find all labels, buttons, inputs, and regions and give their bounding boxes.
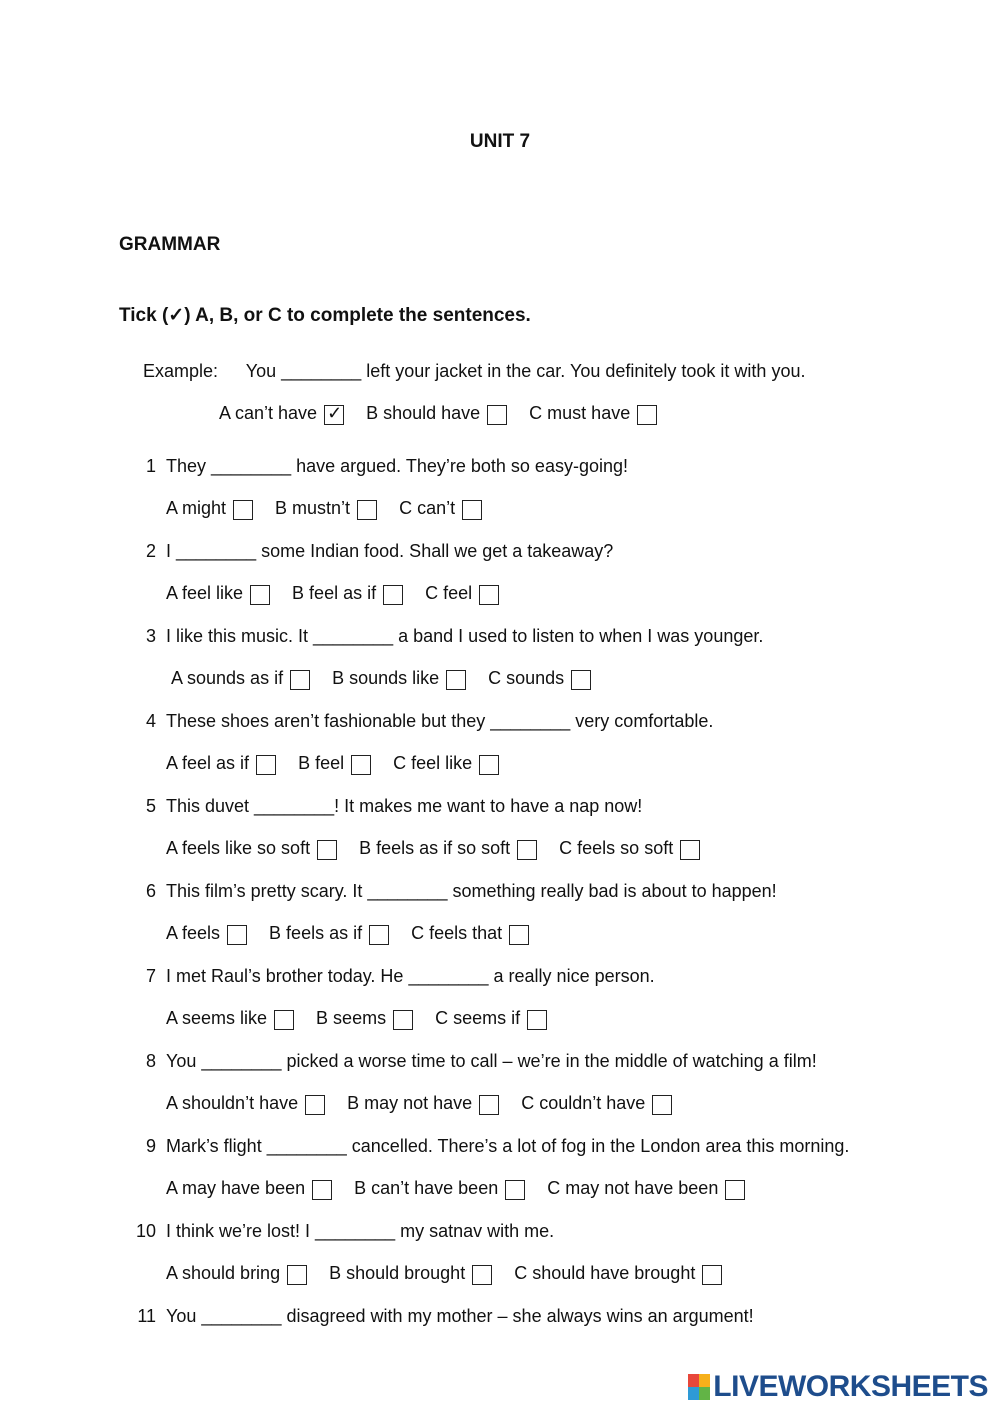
option-label: B should brought [329,1263,466,1283]
option-label: C feel like [393,753,473,773]
question-sentence: This film’s pretty scary. It ________ something really bad is about to happen! [166,881,777,901]
answer-option [166,498,253,519]
question-sentence: This duvet ________! It makes me want to have a nap now! [166,796,643,816]
section-heading: GRAMMAR [119,234,221,255]
answer-checkbox[interactable] [357,500,377,520]
answer-checkbox[interactable] [652,1095,672,1115]
example-label: Example: [143,361,219,381]
answer-checkbox[interactable] [287,1265,307,1285]
question-options [166,583,521,604]
answer-checkbox[interactable] [479,755,499,775]
answer-checkbox[interactable] [479,585,499,605]
question-number: 9 [145,1136,156,1156]
answer-option [166,1178,332,1199]
answer-checkbox[interactable] [472,1265,492,1285]
answer-option [411,923,529,944]
question-sentence: I ________ some Indian food. Shall we get a takeaway? [166,541,614,561]
answer-option [292,583,403,604]
option-label: A seems like [166,1008,268,1028]
question-options [166,838,722,859]
answer-option [399,498,482,519]
answer-checkbox[interactable] [324,405,344,425]
answer-checkbox[interactable] [317,840,337,860]
question-number: 1 [145,456,156,476]
option-label: C can’t [399,498,456,518]
answer-checkbox[interactable] [487,405,507,425]
option-label: C must have [529,403,631,423]
answer-checkbox[interactable] [680,840,700,860]
option-label: C sounds [488,668,565,688]
answer-option [171,668,310,689]
option-label: A sounds as if [171,668,284,688]
example-option [366,403,507,424]
question-options [166,1093,694,1114]
question-number: 11 [137,1306,156,1326]
example-option [529,403,657,424]
option-label: B feels as if so soft [359,838,511,858]
question-sentence-row [134,626,763,647]
answer-option [514,1263,722,1284]
answer-option [166,1093,325,1114]
answer-checkbox[interactable] [250,585,270,605]
example-options [219,403,679,424]
question-sentence-row [134,1136,849,1157]
option-label: C may not have been [547,1178,719,1198]
answer-option [425,583,499,604]
answer-option [393,753,499,774]
question-number: 2 [145,541,156,561]
answer-option [359,838,537,859]
option-label: A feels [166,923,221,943]
option-label: B should have [366,403,481,423]
question-sentence-row [134,1306,754,1327]
question-options [166,923,551,944]
option-label: A feel as if [166,753,250,773]
option-label: A might [166,498,227,518]
option-label: B feel [298,753,345,773]
answer-checkbox[interactable] [227,925,247,945]
answer-checkbox[interactable] [527,1010,547,1030]
question-options [166,1008,569,1029]
option-label: B feels as if [269,923,363,943]
question-options [171,668,613,689]
question-sentence: Mark’s flight ________ cancelled. There’s a lot of fog in the London area this morning. [166,1136,850,1156]
answer-checkbox[interactable] [290,670,310,690]
answer-checkbox[interactable] [517,840,537,860]
answer-checkbox[interactable] [725,1180,745,1200]
option-label: C couldn’t have [521,1093,646,1113]
question-sentence-row [134,541,613,562]
option-label: C feels so soft [559,838,674,858]
answer-checkbox[interactable] [305,1095,325,1115]
question-number: 5 [145,796,156,816]
answer-checkbox[interactable] [351,755,371,775]
answer-checkbox[interactable] [571,670,591,690]
question-number: 6 [145,881,156,901]
example-sentence: You ________ left your jacket in the car. You definitely took it with you. [245,361,806,381]
option-label: C should have brought [514,1263,696,1283]
option-label: C feel [425,583,473,603]
question-number: 4 [145,711,156,731]
option-label: A shouldn’t have [166,1093,299,1113]
option-label: C seems if [435,1008,521,1028]
option-label: B sounds like [332,668,440,688]
answer-checkbox[interactable] [637,405,657,425]
question-number: 8 [145,1051,156,1071]
question-sentence-row [134,456,628,477]
question-number: 3 [145,626,156,646]
answer-option [347,1093,499,1114]
question-options [166,498,504,519]
liveworksheets-logo [688,1370,988,1404]
question-sentence: These shoes aren’t fashionable but they ________ very comfortable. [166,711,714,731]
answer-checkbox[interactable] [369,925,389,945]
option-label: A feels like so soft [166,838,311,858]
page-title: UNIT 7 [469,131,531,152]
option-label: B mustn’t [275,498,351,518]
option-label: A feel like [166,583,244,603]
logo-text: LIVEWORKSHEETS [713,1370,988,1403]
question-sentence-row [134,1221,554,1242]
question-number: 7 [145,966,156,986]
question-sentence-row [134,966,655,987]
answer-checkbox[interactable] [462,500,482,520]
logo-icon [688,1374,710,1400]
question-sentence: They ________ have argued. They’re both so easy-going! [166,456,628,476]
question-number: 10 [135,1221,156,1241]
answer-checkbox[interactable] [274,1010,294,1030]
answer-option [332,668,466,689]
example-option [219,403,344,424]
example-sentence-row [143,361,805,382]
answer-checkbox[interactable] [505,1180,525,1200]
answer-option [298,753,371,774]
question-sentence: You ________ picked a worse time to call – we’re in the middle of watching a film! [166,1051,817,1071]
answer-checkbox[interactable] [393,1010,413,1030]
answer-option [269,923,389,944]
answer-option [435,1008,547,1029]
answer-checkbox[interactable] [479,1095,499,1115]
answer-checkbox[interactable] [509,925,529,945]
answer-option [166,1008,294,1029]
option-label: B can’t have been [354,1178,499,1198]
option-label: B seems [316,1008,387,1028]
answer-checkbox[interactable] [383,585,403,605]
option-label: B feel as if [292,583,377,603]
question-sentence: I think we’re lost! I ________ my satnav with me. [166,1221,555,1241]
instruction: Tick (✓) A, B, or C to complete the sentences. [119,305,531,326]
answer-option [166,583,270,604]
option-label: C feels that [411,923,503,943]
answer-option [329,1263,492,1284]
answer-option [547,1178,745,1199]
answer-option [166,923,247,944]
answer-checkbox[interactable] [446,670,466,690]
question-sentence-row [134,796,642,817]
question-sentence: I met Raul’s brother today. He ________ a really nice person. [166,966,655,986]
question-options [166,1178,767,1199]
answer-option [166,1263,307,1284]
option-label: B may not have [347,1093,473,1113]
question-sentence: I like this music. It ________ a band I used to listen to when I was younger. [166,626,764,646]
answer-option [488,668,591,689]
question-options [166,753,521,774]
answer-option [316,1008,413,1029]
answer-option [521,1093,672,1114]
answer-option [166,838,337,859]
answer-checkbox[interactable] [312,1180,332,1200]
question-sentence-row [134,1051,817,1072]
answer-option [275,498,377,519]
question-options [166,1263,744,1284]
question-sentence-row [134,711,713,732]
question-sentence-row [134,881,777,902]
option-label: A can’t have [219,403,318,423]
answer-option [166,753,276,774]
answer-checkbox[interactable] [233,500,253,520]
question-sentence: You ________ disagreed with my mother – she always wins an argument! [166,1306,754,1326]
option-label: A should bring [166,1263,281,1283]
answer-checkbox[interactable] [256,755,276,775]
answer-option [354,1178,525,1199]
answer-checkbox[interactable] [702,1265,722,1285]
option-label: A may have been [166,1178,306,1198]
answer-option [559,838,700,859]
